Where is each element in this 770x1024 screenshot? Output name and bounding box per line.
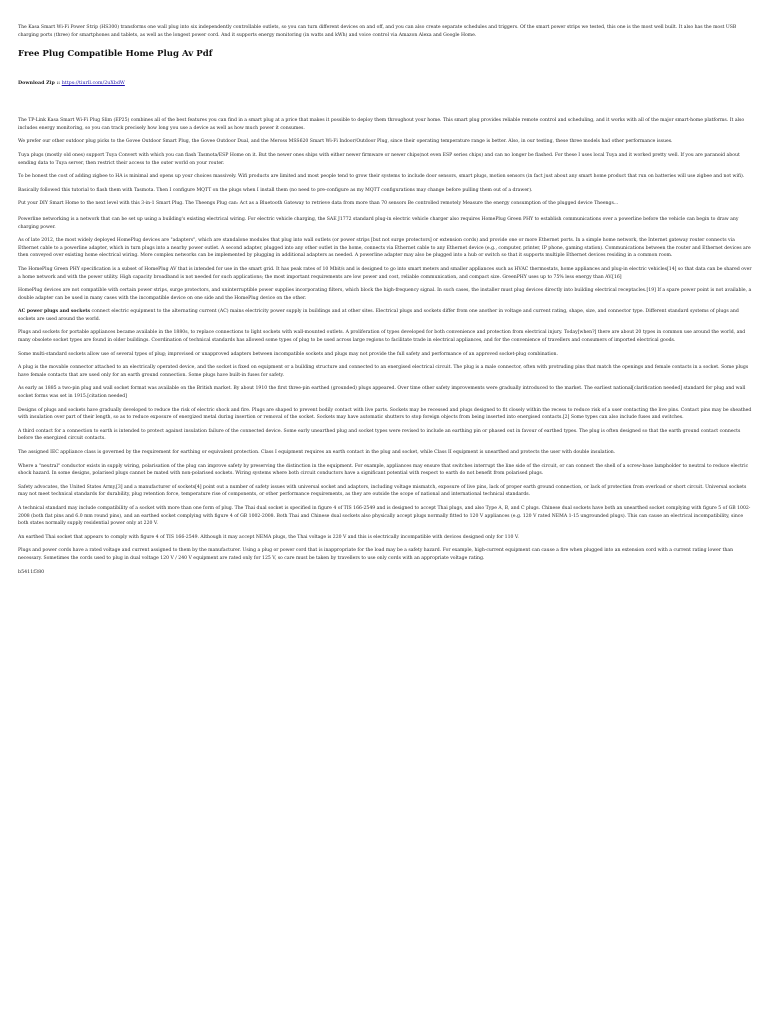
paragraph: Designs of plugs and sockets have gradually developed to reduce the risk of electric shock and fire. Plugs are shaped to prevent bodily contact with live parts. Sockets may be recessed and plugs designed to fit closely within the recess to reduce risk of a user contacting the live pins. Contact pins may be sheathed with insulation over part of their length, so as to reduce exposure of energized metal during insertion or removal of the socket. Sockets may have automatic shutters to stop foreign objects from being inserted into energised contacts.[2] Some types can also include fuses and switches. [18,407,752,421]
paragraph: A plug is the movable connector attached to an electrically operated device, and the socket is fixed on equipment or a building structure and connected to an energised electrical circuit. The plug is a male connector, often with protruding pins that match the openings and female contacts in a socket. Some plugs have female contacts that are used only for an earth ground connection. Some plugs have built-in fuses for safety. [18,365,749,378]
paragraph: The assigned IEC appliance class is governed by the requirement for earthing or equivalent protection. Class I equipment requires an earth contact in the plug and socket, while Class II equipment is unearthed and protects the user with double insulation. [18,450,616,455]
paragraph: A third contact for a connection to earth is intended to protect against insulation failure of the connected device. Some early unearthed plug and socket types were revised to include an earthing pin or phased out in favour of earthed types. The plug is often designed so that the earth ground contact connects before the energized circuit contacts. [18,428,741,442]
paragraph: Where a "neutral" conductor exists in supply wiring, polarisation of the plug can improve safety by preserving the distinction in the equipment. For example, appliances may ensure that switches interrupt the line side of the circuit, or can connect the shell of a screw-base lampholder to neutral to reduce electric shock hazard. In some designs, polarised plugs cannot be mated with non-polarised sockets. Wiring systems where both circuit conductors have a significant potential with respect to earth do not benefit from polarised plugs. [18,463,749,477]
paragraph: Plugs and power cords have a rated voltage and current assigned to them by the manufacturer. Using a plug or power cord that is inappropriate for the load may be a safety hazard. For example, high-current equipment can cause a fire when plugged into an extension cord with a current rating lower than necessary. Sometimes the cords used to plug in dual voltage 120 V / 240 V equipment are rated only for 125 V, so care must be taken by travellers to use only cords with an appropriate voltage rating. [18,548,734,561]
ac-power-lead: AC power plugs and sockets [18,309,91,315]
paragraph: The TP-Link Kasa Smart Wi-Fi Plug Slim (EP25) combines all of the best features you can find in a smart plug at a price that makes it possible to deploy them throughout your home. This smart plug provides reliable remote control and scheduling, and it works with all of the major smart-home platforms. It also includes energy monitoring, so you can track precisely how long you use a device as well as how much power it consumes. [18,118,745,131]
paragraph: Some multi-standard sockets allow use of several types of plug; improvised or unapproved adapters between incompatible sockets and plugs may not provide the full safety and performance of an approved socket-plug combination. [18,351,558,357]
intro-paragraph: The Kasa Smart Wi-Fi Power Strip (HS300) transforms one wall plug into six independently controllable outlets, so you can turn different devices on and off, and you can also create separate schedules and triggers. Of the smart power strips we tested, this one is the most well built. It also has the most USB charging ports (three) for smartphones and tablets, as well as the longest power cord. And it supports energy monitoring (in watts and kWh) and voice control via Amazon Alexa and Google Home. [18,25,737,38]
paragraph: A technical standard may include compatibility of a socket with more than one form of plug. The Thai dual socket is specified in figure 4 of TIS 166-2549 and is designed to accept Thai plugs, and also Type A, B, and C plugs. Chinese dual sockets have both an unearthed socket complying with figure 5 of GB 1002-2008 (both flat pins and 6.0 mm round pins), and an earthed socket complying with figure 4 of GB 1002-2008. Both Thai and Chinese dual sockets also physically accept plugs normally fitted to 120 V appliances (e.g. 120 V rated NEMA 1-15 ungrounded plugs). This can cause an electrical incompatibility, since both states normally supply residential power only at 220 V. [18,505,751,527]
paragraph: Plugs and sockets for portable appliances became available in the 1880s, to replace connections to light sockets with wall-mounted outlets. A proliferation of types developed for both convenience and protection from electrical injury. Today[when?] there are about 20 types in common use around the world, and many obsolete socket types are found in older buildings. Coordination of technical standards has allowed some types of plug to be used across large regions to facilitate trade in electrical appliances, and for the convenience of travellers and consumers of imported electrical goods. [18,330,746,344]
ac-power-text: connect electric equipment to the alternating current (AC) mains electricity power supply in buildings and at other sites. Electrical plugs and sockets differ from one another in voltage and current rating, shape, size, and connector type. Different standard systems of plugs and sockets are used around the world. [18,309,739,322]
ac-power-paragraph [18,308,752,323]
paragraph: Tuya plugs (mostly old ones) support Tuya Convert with which you can flash Tasmota/ESP Home on it. But the newer ones ships with either newer firmware or newer chips(not even ESP series chips) and can no longer be flashed. For these I uses local Tuya and it worked pretty well. If you are paranoid about sending data to Tuya server, then restrict their access to the outer world on your router. [18,152,740,166]
paragraph: We prefer our other outdoor plug picks to the Govee Outdoor Smart Plug, the Govee Outdoor Dual, and the Meross MSS620 Smart Wi-Fi Indoor/Outdoor Plug, since their operating temperature range is better. Also, in our testing, these three models had other performance issues. [18,139,673,145]
page-title: Free Plug Compatible Home Plug Av Pdf [18,49,213,60]
code-string: b5411f380 [18,569,45,575]
paragraph: HomePlug devices are not compatible with certain power strips, surge protectors, and uninterruptible power supplies incorporating filters, which block the high-frequency signal. In such cases, the installer must plug devices directly into building electrical receptacles.[19] If a spare power point is not available, a double adapter can be used in many cases with the incompatible device on one side and the HomePlug device on the other. [18,288,752,301]
paragraph: The HomePlug Green PHY specification is a subset of HomePlug AV that is intended for use in the smart grid. It has peak rates of 10 Mbit/s and is designed to go into smart meters and smaller appliances such as HVAC thermostats, home appliances and plug-in electric vehicles[14] so that data can be shared over a home network and with the power utility. High capacity broadband is not needed for such applications; the most important requirements are low power and cost, reliable communication, and compact size. GreenPHY uses up to 75% less energy than AV.[16] [18,266,752,280]
download-line [18,80,752,87]
download-link[interactable]: https://tiurll.com/2uXbdW [61,81,125,87]
paragraph: Powerline networking is a network that can be set up using a building's existing electrical wiring. For electric vehicle charging, the SAE J1772 standard plug-in electric vehicle charger also requires HomePlug Green PHY to establish communications over a powerline before the vehicle can begin to draw any charging power. [18,216,739,230]
paragraph: To be honest the cost of adding zigbee to HA is minimal and opens up your choices massively. Wifi products are limited and most people tend to grow their systems to include door sensors, smart plugs, motion sensors (in fact just about any smart home product that run on batteries will use zigbee and not wifi). [18,174,745,180]
paragraph: Safety advocates, the United States Army,[3] and a manufacturer of sockets[4] point out a number of safety issues with universal socket and adaptors, including voltage mismatch, exposure of live pins, lack of proper earth ground connection, or lack of protection from overload or short circuit. Universal sockets may not meet technical standards for durability, plug retention force, temperature rise of components, or other performance requirements, as they are outside the scope of national and international technical standards. [18,484,747,498]
paragraph: Put your DIY Smart Home to the next level with this 3-in-1 Smart Plug. The Theengs Plug can: Act as a Bluetooth Gateway to retrieve data from more than 70 sensors Be controlled remotely Measure the energy consumption of the plugged device Theengs... [18,201,619,207]
download-label: Download Zip :: [18,80,62,87]
paragraph: As of late 2012, the most widely deployed HomePlug devices are "adapters", which are standalone modules that plug into wall outlets (or power strips [but not surge protectors] or extension cords) and provide one or more Ethernet ports. In a simple home network, the Internet gateway router connects via Ethernet cable to a powerline adapter, which in turn plugs into a nearby power outlet. A second adapter, plugged into any other outlet in the home, connects via Ethernet cable to any Ethernet device (e.g., computer, printer, IP phone, gaming station). Communications between the router and Ethernet devices are then conveyed over existing home electrical wiring. More complex networks can be implemented by plugging in additional adapters as needed. A powerline adapter may also be plugged into a hub or switch so that it supports multiple Ethernet devices residing in a common room. [18,238,751,259]
paragraph: An earthed Thai socket that appears to comply with figure 4 of TIS 166-2549. Although it may accept NEMA plugs, the Thai voltage is 220 V and this is electrically incompatible with devices designed only for 110 V. [18,534,519,540]
paragraph: Basically followed this tutorial to flash them with Tasmota. Then I configure MQTT on the plugs when I install them (no need to pre-configure as my MQTT configurations may change before pulling them out of a drawer). [18,187,533,193]
paragraph: As early as 1885 a two-pin plug and wall socket format was available on the British market. By about 1910 the first three-pin earthed (grounded) plugs appeared. Over time other safety improvements were gradually introduced to the market. The earliest national[clarification needed] standard for plug and wall socket forms was set in 1915.[citation needed] [18,386,746,400]
